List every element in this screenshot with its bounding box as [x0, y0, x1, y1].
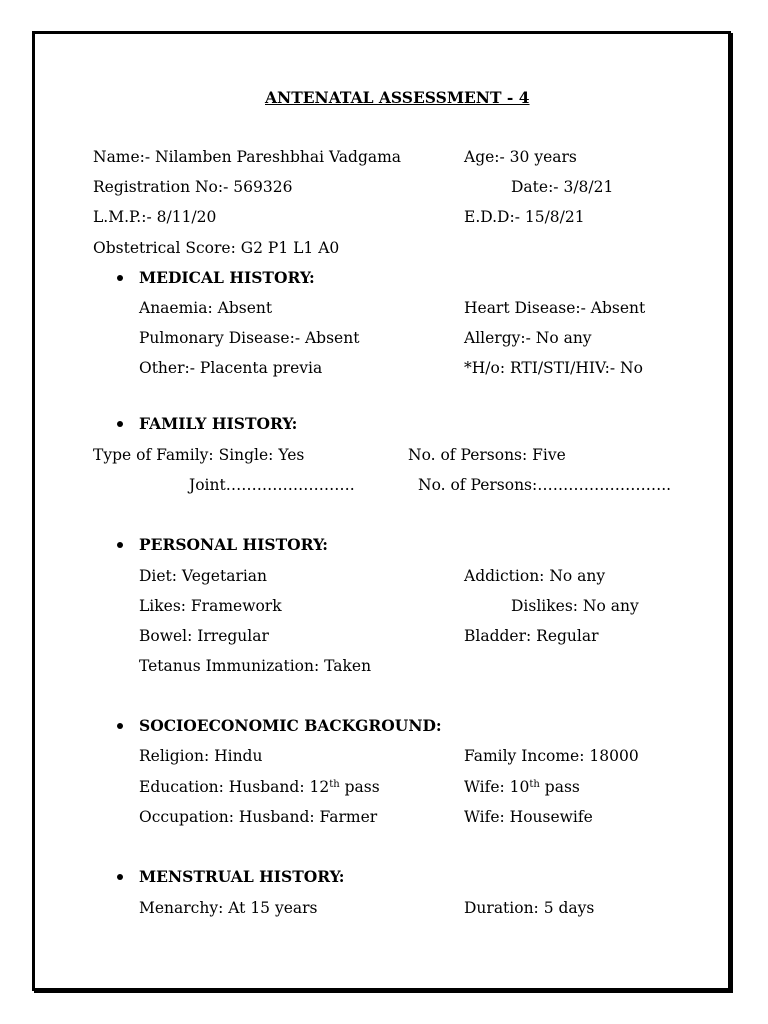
- patient-age: Age:- 30 years: [464, 148, 577, 166]
- other-condition: Other:- Placenta previa: [139, 359, 323, 377]
- anaemia: Anaemia: Absent: [139, 299, 273, 317]
- heart-disease: Heart Disease:- Absent: [464, 299, 646, 317]
- allergy: Allergy:- No any: [464, 329, 592, 347]
- rti-sti-hiv: *H/o: RTI/STI/HIV:- No: [464, 359, 643, 377]
- likes: Likes: Framework: [139, 597, 282, 615]
- registration-number: Registration No:- 569326: [93, 178, 293, 196]
- addiction: Addiction: No any: [464, 567, 606, 585]
- edd: E.D.D:- 15/8/21: [464, 208, 585, 226]
- lmp: L.M.P.:- 8/11/20: [93, 208, 217, 226]
- bowel: Bowel: Irregular: [139, 627, 269, 645]
- persons-single: No. of Persons: Five: [408, 446, 566, 464]
- family-type-joint: Joint…………………….: [189, 476, 355, 494]
- bullet-icon: [117, 874, 123, 880]
- family-history-heading: FAMILY HISTORY:: [139, 414, 298, 433]
- occupation-husband: Occupation: Husband: Farmer: [139, 808, 378, 826]
- bullet-icon: [117, 723, 123, 729]
- education-wife: [464, 777, 580, 797]
- persons-joint: No. of Persons:……………………..: [418, 476, 672, 494]
- bullet-icon: [117, 542, 123, 548]
- bullet-icon: [117, 275, 123, 281]
- obstetrical-score: Obstetrical Score: G2 P1 L1 A0: [93, 239, 340, 257]
- tetanus-immunization: Tetanus Immunization: Taken: [139, 657, 372, 675]
- education-wife-text: Wife: 10: [464, 778, 530, 796]
- document-title: ANTENATAL ASSESSMENT - 4: [265, 88, 530, 107]
- ordinal-suffix: th: [329, 779, 340, 790]
- duration: Duration: 5 days: [464, 899, 595, 917]
- family-income: Family Income: 18000: [464, 747, 639, 765]
- ordinal-suffix: th: [529, 779, 540, 790]
- diet: Diet: Vegetarian: [139, 567, 268, 585]
- menarchy: Menarchy: At 15 years: [139, 899, 318, 917]
- page-border: [32, 31, 731, 991]
- personal-history-heading: PERSONAL HISTORY:: [139, 535, 328, 554]
- dislikes: Dislikes: No any: [511, 597, 639, 615]
- education-husband-text: Education: Husband: 12: [139, 778, 330, 796]
- assessment-date: Date:- 3/8/21: [511, 178, 614, 196]
- pulmonary-disease: Pulmonary Disease:- Absent: [139, 329, 360, 347]
- education-wife-pass: pass: [539, 778, 580, 796]
- bladder: Bladder: Regular: [464, 627, 599, 645]
- menstrual-history-heading: MENSTRUAL HISTORY:: [139, 867, 345, 886]
- socioeconomic-heading: SOCIOECONOMIC BACKGROUND:: [139, 716, 442, 735]
- patient-name: Name:- Nilamben Pareshbhai Vadgama: [93, 148, 402, 166]
- education-husband: [139, 777, 380, 797]
- occupation-wife: Wife: Housewife: [464, 808, 593, 826]
- bullet-icon: [117, 421, 123, 427]
- medical-history-heading: MEDICAL HISTORY:: [139, 268, 315, 287]
- education-husband-pass: pass: [339, 778, 380, 796]
- family-type-single: Type of Family: Single: Yes: [93, 446, 305, 464]
- religion: Religion: Hindu: [139, 747, 263, 765]
